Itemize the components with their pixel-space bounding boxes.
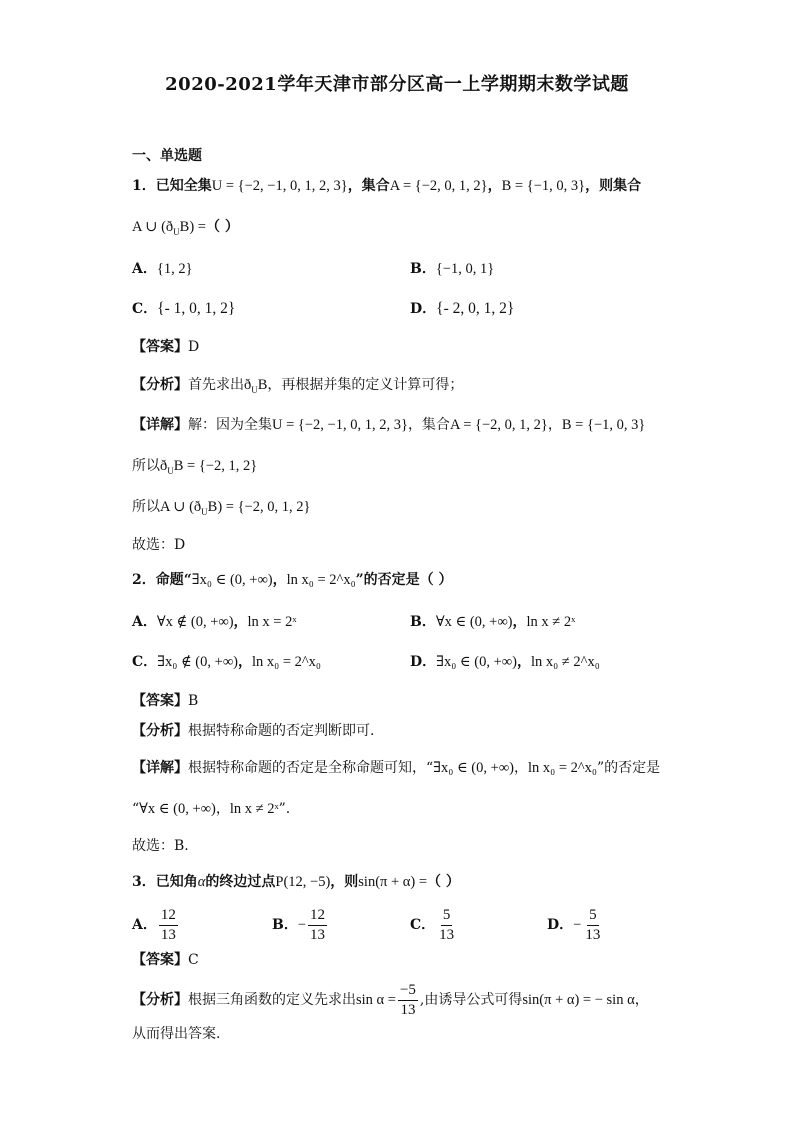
q2-sep: ，: [272, 572, 287, 588]
analysis-expr2: sin(π + α) = − sin α: [522, 992, 635, 1008]
q3-stem-text: ，则: [330, 874, 359, 890]
analysis-expr-b: B: [257, 377, 268, 393]
option-value-2: ln x₀ = 2^x₀: [251, 654, 321, 670]
option-value: ∃x₀ ∈ (0, +∞): [436, 654, 517, 670]
q3-analysis-cont: 从而得出答案.: [132, 1026, 221, 1042]
q1-expression: [132, 217, 239, 242]
detail-expr2: ln x₀ = 2^x₀: [527, 760, 597, 776]
analysis-tag: 【分析】: [132, 992, 188, 1008]
option-label: C．: [132, 301, 158, 317]
q3-analysis: [132, 980, 649, 1020]
detail-set-a: A = {−2, 0, 1, 2}: [449, 417, 548, 433]
option-label: C．: [132, 654, 158, 670]
detail-sep: ，: [513, 760, 528, 776]
option-label: B．: [410, 261, 436, 277]
option-value-2: ln x₀ ≠ 2^x₀: [530, 654, 600, 670]
option-value: ∀x ∉ (0, +∞): [156, 614, 234, 630]
option-value: ∀x ∈ (0, +∞): [435, 614, 513, 630]
detail-text: ，集合: [407, 417, 450, 433]
analysis-text: ，再根据并集的定义计算可得；: [267, 377, 464, 393]
detail-tag: 【详解】: [132, 417, 188, 433]
q2-stem-text: 2．命题“: [132, 572, 192, 588]
detail-expr: ∀x ∈ (0, +∞): [139, 801, 216, 817]
q1-step-1: [132, 456, 257, 481]
q1-set-a: A = {−2, 0, 1, 2}: [389, 178, 488, 194]
analysis-expr: ð: [244, 377, 252, 393]
q2-option-d: [410, 652, 600, 672]
fraction-numerator: 5: [441, 907, 453, 926]
option-value: ∃x₀ ∉ (0, +∞): [157, 654, 238, 670]
analysis-fraction: [398, 982, 418, 1019]
q3-stem-text: 的终边过点: [205, 874, 276, 890]
q1-stem: [132, 176, 641, 196]
fraction-denominator: 13: [439, 926, 455, 943]
detail-sep: ，: [547, 417, 562, 433]
q1-choose: 故选：D: [132, 537, 186, 553]
q1-answer-paren: （ ）: [205, 219, 239, 235]
fraction-numerator: 12: [159, 907, 178, 926]
option-label: D．: [547, 917, 574, 933]
option-value-2: ln x = 2ˣ: [247, 614, 297, 630]
q2-answer: [132, 691, 198, 711]
detail-text: 解：因为全集: [188, 417, 272, 433]
option-label: D．: [410, 301, 437, 317]
fraction-numerator: 5: [587, 907, 599, 926]
q2-analysis: [132, 721, 374, 741]
detail-text: 根据特称命题的否定是全称命题可知，“: [188, 760, 434, 776]
q2-option-a: [132, 612, 297, 632]
q2-stem-expr2: ln x₀ = 2^x₀: [286, 572, 356, 588]
q2-detail: [132, 758, 660, 778]
q3-stem-expr: sin(π + α) =: [358, 874, 428, 890]
option-fraction: [583, 907, 602, 944]
q2-detail-cont: [132, 799, 290, 819]
option-label: A．: [132, 614, 157, 630]
option-value: {−1, 0, 1}: [435, 261, 495, 277]
q2-stem-text: ”的否定是（ ）: [355, 572, 453, 588]
step-expr-b: B = {−2, 1, 2}: [173, 458, 258, 474]
q3-option-c: [410, 905, 458, 945]
q1-answer: [132, 337, 199, 357]
answer-value: B: [188, 693, 199, 709]
analysis-text: ，: [634, 992, 649, 1008]
detail-set-u: U = {−2, −1, 0, 1, 2, 3}: [272, 417, 408, 433]
answer-tag: 【答案】: [132, 693, 188, 709]
q2-option-c: [132, 652, 321, 672]
option-sep: ，: [237, 654, 252, 670]
detail-text: “: [132, 801, 140, 817]
analysis-text: 根据特称命题的否定判断即可.: [188, 723, 375, 739]
option-value: {1, 2}: [156, 261, 193, 277]
q2-choose: 故选：B.: [132, 838, 189, 854]
q3-point: P(12, −5): [275, 874, 331, 890]
option-sep: ，: [512, 614, 527, 630]
option-sign: −: [573, 917, 582, 933]
q1-expr: A ∪ (ð: [132, 219, 174, 235]
detail-expr2: ln x ≠ 2ˣ: [229, 801, 279, 817]
step-text: 所以: [132, 458, 160, 474]
option-sep: ，: [516, 654, 531, 670]
step-expr: A ∪ (ð: [160, 499, 202, 515]
analysis-text: 根据三角函数的定义先求出: [188, 992, 356, 1008]
q2-option-b: [410, 612, 575, 632]
fraction-numerator: 12: [308, 907, 327, 926]
q1-option-c: [132, 299, 235, 319]
detail-tag: 【详解】: [132, 760, 188, 776]
q1-set-b: B = {−1, 0, 3}: [501, 178, 586, 194]
fraction-denominator: 13: [310, 926, 326, 943]
option-sign: −: [297, 917, 307, 933]
option-label: B．: [410, 614, 436, 630]
option-fraction: [308, 907, 327, 944]
q3-option-b: [272, 905, 329, 945]
q1-option-d: [410, 299, 514, 319]
detail-sep: ，: [215, 801, 230, 817]
option-label: A．: [132, 917, 157, 933]
q1-sep: ，: [487, 178, 502, 194]
step-expr: ð: [160, 458, 168, 474]
step-text: 所以: [132, 499, 160, 515]
step-sub: U: [201, 506, 208, 517]
answer-tag: 【答案】: [132, 339, 188, 355]
q3-option-a: [132, 905, 180, 945]
answer-value: D: [188, 339, 200, 355]
q3-stem-text: 3．已知角: [132, 874, 198, 890]
analysis-tag: 【分析】: [132, 723, 188, 739]
analysis-text: 首先求出: [188, 377, 244, 393]
option-fraction: [159, 907, 178, 944]
fraction-denominator: 13: [585, 926, 601, 943]
detail-text: ”的否定是: [596, 760, 661, 776]
q1-detail: [132, 415, 645, 435]
option-fraction: [437, 907, 456, 944]
q3-stem: [132, 872, 460, 892]
q2-stem-expr: ∃x₀ ∈ (0, +∞): [191, 572, 273, 588]
q3-answer: [132, 950, 199, 970]
answer-value: C: [188, 952, 199, 968]
step-expr-b: B) = {−2, 0, 1, 2}: [207, 499, 311, 515]
analysis-sub: U: [251, 384, 258, 395]
q1-step-2: [132, 497, 310, 522]
option-value: {- 2, 0, 1, 2}: [436, 300, 515, 317]
q1-option-b: [410, 259, 494, 279]
analysis-text: ,由诱导公式可得: [419, 992, 523, 1008]
q1-stem-text: ，则集合: [585, 178, 642, 194]
q3-alpha: α: [197, 874, 206, 890]
option-value: {- 1, 0, 1, 2}: [157, 300, 236, 317]
option-label: D．: [410, 654, 437, 670]
q1-option-a: [132, 259, 193, 279]
q3-answer-paren: （ ）: [427, 874, 460, 890]
fraction-numerator: −5: [398, 982, 418, 1001]
analysis-expr: sin α =: [356, 992, 396, 1008]
page-title: 2020-2021学年天津市部分区高一上学期期末数学试题: [165, 74, 629, 95]
q1-expr-b: B) =: [179, 219, 206, 235]
option-value-2: ln x ≠ 2ˣ: [526, 614, 576, 630]
q1-stem-text: ，集合: [347, 178, 390, 194]
detail-expr: ∃x₀ ∈ (0, +∞): [433, 760, 514, 776]
fraction-denominator: 13: [160, 926, 176, 943]
step-sub: U: [167, 465, 174, 476]
option-label: A．: [132, 261, 157, 277]
fraction-denominator: 13: [400, 1001, 416, 1018]
answer-tag: 【答案】: [132, 952, 188, 968]
q1-set-u: U = {−2, −1, 0, 1, 2, 3}: [211, 178, 348, 194]
q1-expr-sub: U: [173, 226, 180, 237]
detail-set-b: B = {−1, 0, 3}: [561, 417, 646, 433]
q1-analysis: [132, 375, 463, 400]
q3-option-d: [547, 905, 604, 945]
option-label: B．: [272, 917, 298, 933]
q2-stem: [132, 570, 453, 590]
detail-text: ”.: [278, 801, 291, 817]
option-sep: ，: [233, 614, 248, 630]
option-label: C．: [410, 917, 436, 933]
section-heading: 一、单选题: [132, 148, 202, 164]
analysis-tag: 【分析】: [132, 377, 188, 393]
q1-stem-text: 1．已知全集: [132, 178, 212, 194]
